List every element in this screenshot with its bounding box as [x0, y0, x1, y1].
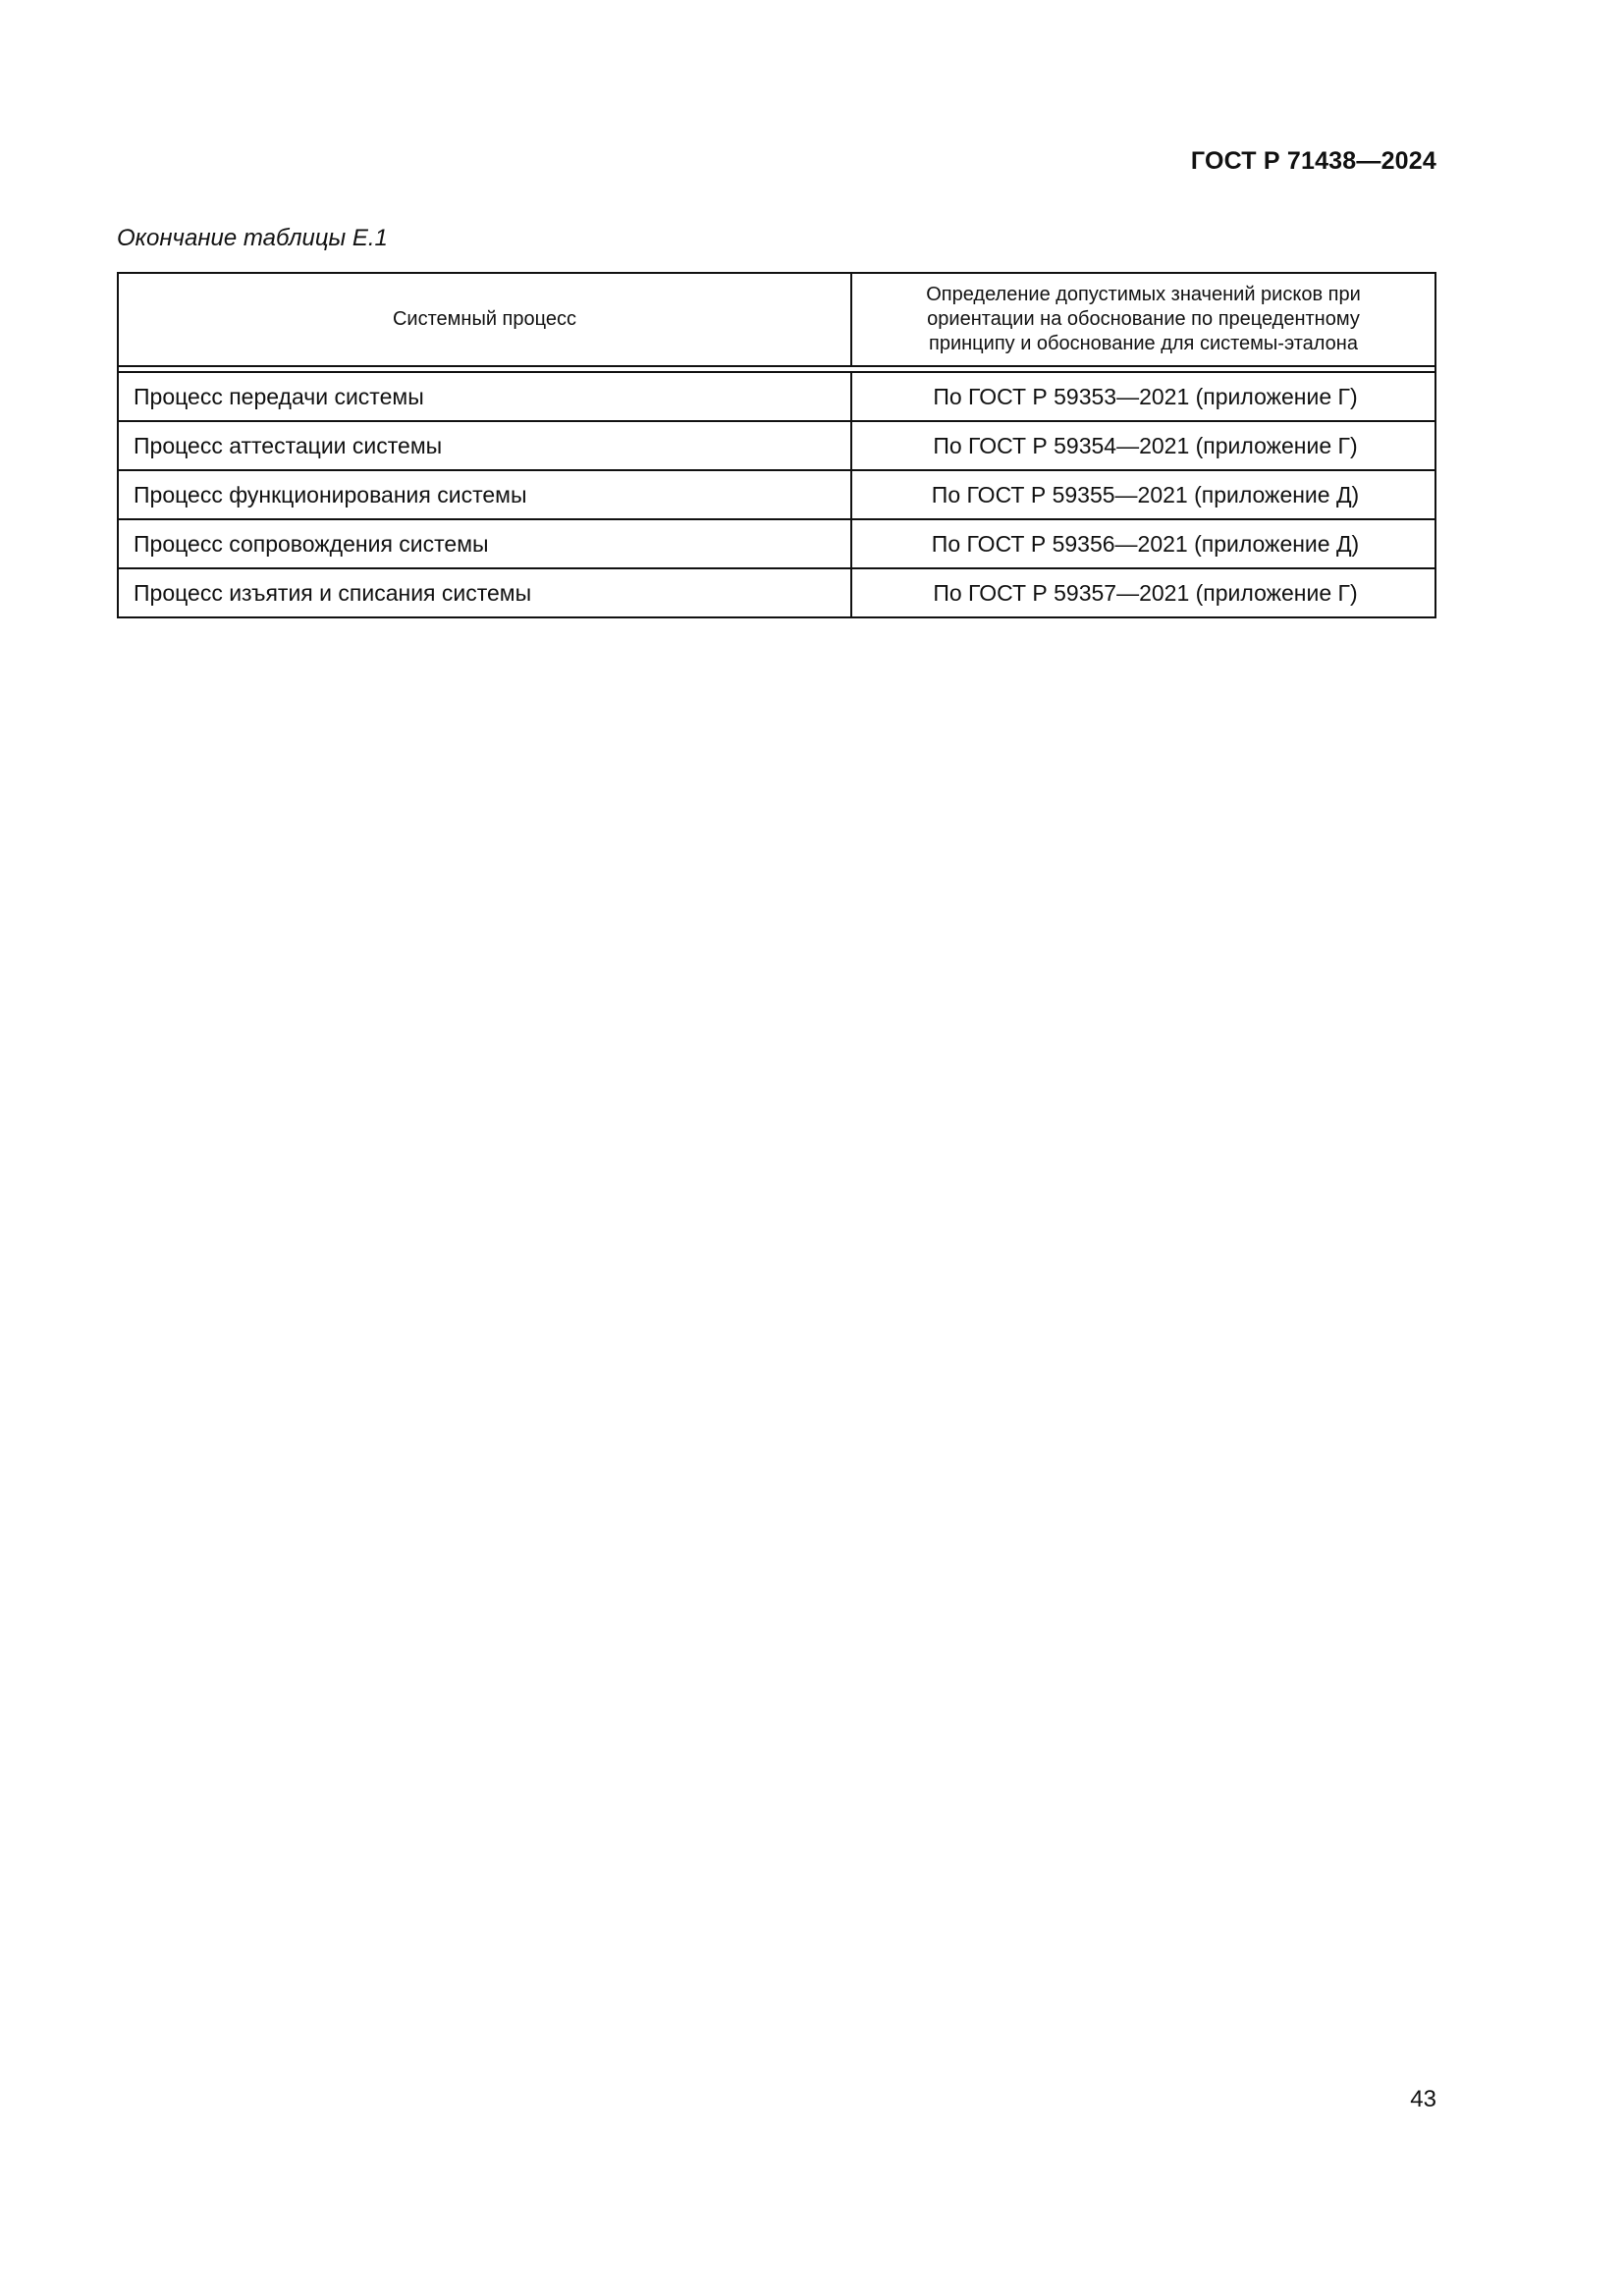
reference-cell: По ГОСТ Р 59355—2021 (приложение Д) [931, 481, 1360, 507]
process-name-cell: Процесс изъятия и списания системы [119, 569, 852, 616]
table-row [119, 567, 1435, 616]
table-caption: Окончание таблицы Е.1 [117, 225, 388, 251]
reference-cell: По ГОСТ Р 59357—2021 (приложение Г) [933, 579, 1358, 606]
process-name-cell: Процесс передачи системы [119, 373, 852, 420]
document-standard-code: ГОСТ Р 71438—2024 [1190, 147, 1436, 175]
column-header-risk-definition: Определение допустимых значений рисков при ориентации на обоснование по прецедентному принципу и обоснование для системы-эталона [926, 284, 1361, 354]
page-number: 43 [1410, 2086, 1436, 2112]
process-name-cell: Процесс функционирования системы [119, 471, 852, 518]
table-row [119, 469, 1435, 518]
process-name-cell: Процесс аттестации системы [119, 422, 852, 469]
reference-cell: По ГОСТ Р 59356—2021 (приложение Д) [931, 530, 1360, 557]
table-header-row [119, 274, 1435, 367]
process-name-cell: Процесс сопровождения системы [119, 520, 852, 567]
table-row [119, 518, 1435, 567]
reference-cell: По ГОСТ Р 59353—2021 (приложение Г) [933, 383, 1358, 409]
reference-cell: По ГОСТ Р 59354—2021 (приложение Г) [933, 432, 1358, 458]
column-header-system-process: Системный процесс [119, 274, 852, 365]
table-row [119, 420, 1435, 469]
table-row [119, 371, 1435, 420]
requirements-table [117, 272, 1436, 618]
